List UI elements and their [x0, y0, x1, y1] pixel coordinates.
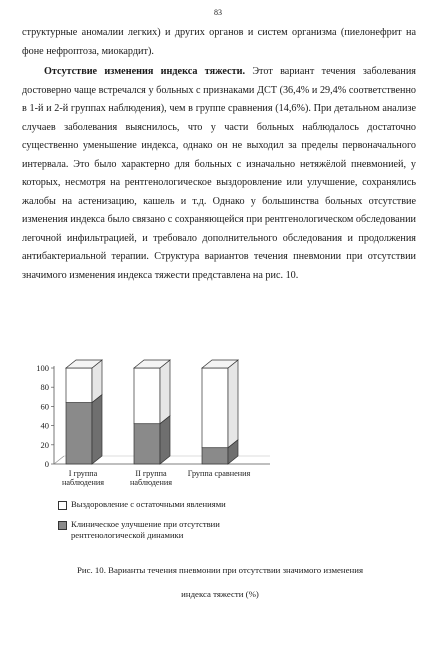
legend-label-line1: Клиническое улучшение при отсутствии — [71, 519, 220, 529]
category-label: II группа — [135, 469, 167, 478]
category-label: I группа — [68, 469, 98, 478]
bar-improvement — [66, 403, 92, 464]
y-tick-label: 0 — [44, 459, 49, 469]
category-label: наблюдения — [129, 478, 173, 487]
bar-recovery-side — [228, 360, 238, 448]
bar-recovery-side — [160, 360, 170, 424]
bar-recovery — [66, 368, 92, 403]
bar-chart — [20, 354, 280, 494]
paragraph-heading: Отсутствие изменения индекса тяжести. — [44, 66, 245, 77]
y-tick-label: 100 — [36, 363, 49, 373]
legend-item-recovery — [58, 499, 226, 510]
bar-improvement — [202, 448, 228, 464]
paragraph-body: Этот вариант течения заболевания достоверно чаще встречался у больных с признаками ДСТ (36,4% и 29,4% соответственно в 1-й и 2-й группах наблюдения), чем в группе сравнения (14,6%). При детальном анализе случаев заболевания выяснилось, что у части больных наблюдалось достаточно существенно уменьшение индекса, однако он не выходил за пределы первоначального интервала. Это было характерно для больных с изначально нетяжёлой пневмонией, у которых, несмотря на рентгенологическое выздоровление или улучшение, сохранялись жалобы на астенизацию, кашель и т.д. Однако у большинства больных отсутствие изменения индекса было связано с сохраняющейся при рентгенологическом обследовании легочной инфильтрацией, и требовало дополнительного обследования и продолжения антибактериальной терапии. Структура вариантов течения пневмонии при отсутствии значимого изменения индекса тяжести представлена на рис. 10. — [22, 66, 416, 281]
chart — [20, 354, 280, 494]
figure-caption — [60, 558, 380, 606]
chart-legend — [58, 499, 226, 550]
legend-swatch-dark — [58, 521, 67, 530]
legend-label-recovery: Выздоровление с остаточными явлениями — [71, 499, 226, 509]
bar-improvement — [134, 424, 160, 464]
page-number: 83 — [214, 8, 222, 17]
legend-item-improvement — [58, 519, 226, 541]
y-tick-label: 40 — [40, 420, 49, 431]
axis-depth-line — [54, 456, 64, 464]
bar-recovery — [202, 368, 228, 448]
paragraph-2 — [22, 63, 416, 285]
y-tick-label: 80 — [40, 382, 49, 393]
legend-label-line2: рентгенологической динамики — [71, 530, 184, 540]
paragraph-1: структурные аномалии легких) и других органов и систем организма (пиелонефрит на фоне нефроптоза, миокардит). — [22, 27, 416, 57]
legend-swatch-light — [58, 501, 67, 510]
y-tick-label: 60 — [40, 401, 49, 412]
category-label: Группа сравнения — [187, 469, 251, 478]
legend-label-improvement — [71, 519, 220, 541]
caption-line-2: индекса тяжести (%) — [181, 589, 259, 599]
bar-improvement-side — [92, 395, 102, 464]
caption-line-1: Рис. 10. Варианты течения пневмонии при отсутствии значимого изменения — [77, 565, 363, 575]
y-tick-label: 20 — [40, 439, 49, 450]
category-label: наблюдения — [61, 478, 105, 487]
bar-recovery — [134, 368, 160, 424]
